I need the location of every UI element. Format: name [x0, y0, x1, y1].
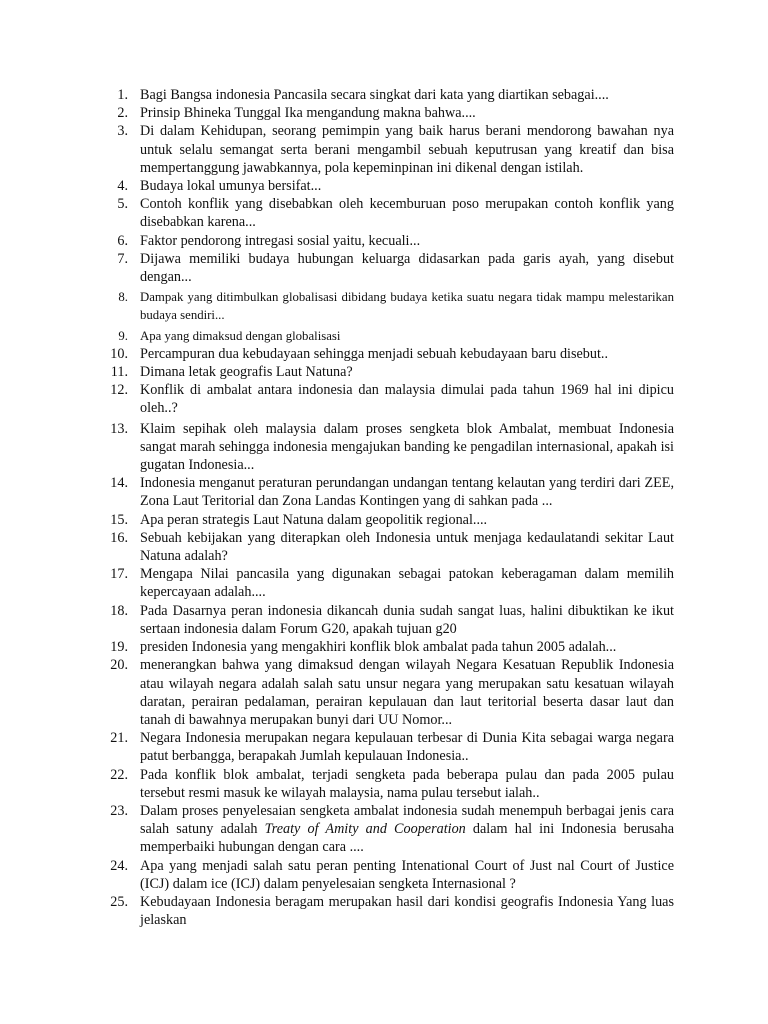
- question-item: [104, 288, 674, 324]
- question-item: [104, 420, 674, 475]
- question-number: 22.: [110, 766, 128, 783]
- question-text: Dimana letak geografis Laut Natuna?: [140, 364, 353, 381]
- question-list: [104, 86, 674, 929]
- question-text: Faktor pendorong intregasi sosial yaitu, kecuali...: [140, 232, 421, 249]
- question-item: [104, 474, 674, 510]
- question-number: 5.: [117, 196, 128, 213]
- question-number: 19.: [110, 639, 128, 656]
- question-number: 23.: [110, 802, 128, 819]
- question-number: 6.: [117, 232, 128, 249]
- question-number: 25.: [110, 893, 128, 910]
- question-text: Mengapa Nilai pancasila yang digunakan sebagai patokan keberagaman dalam memilih kepercayaan adalah....: [140, 566, 674, 601]
- question-number: 2.: [117, 105, 128, 122]
- question-item: [104, 327, 674, 345]
- question-item: [104, 511, 674, 529]
- question-text: Contoh konflik yang disebabkan oleh kecemburuan poso merupakan contoh konflik yang disebabkan karena...: [140, 196, 674, 231]
- question-item: [104, 602, 674, 638]
- question-item: [104, 363, 674, 381]
- question-number: 1.: [117, 87, 128, 103]
- treaty-name: Treaty of Amity and Cooperation: [264, 821, 466, 838]
- question-text-part: dalam hal ini Indonesia berusaha memperbaiki hubungan dengan cara ....: [140, 821, 674, 856]
- question-text: Dampak yang ditimbulkan globalisasi dibidang budaya ketika suatu negara tidak mampu melestarikan budaya sendiri...: [140, 290, 674, 323]
- question-number: 15.: [110, 511, 128, 528]
- question-text: Kebudayaan Indonesia beragam merupakan hasil dari kondisi geografis Indonesia Yang luas jelaskan: [140, 893, 674, 929]
- question-text: Apa yang menjadi salah satu peran penting Intenational Court of Just nal Court of Justice (ICJ) dalam ice (ICJ) dalam penyelesaian sengketa Internasional ?: [140, 857, 674, 892]
- question-number: 17.: [110, 566, 128, 583]
- question-item: [104, 381, 674, 417]
- question-item: [104, 86, 674, 104]
- question-item: [104, 638, 674, 656]
- question-text: Budaya lokal umunya bersifat...: [140, 178, 322, 195]
- question-item: [104, 893, 674, 929]
- question-item: [104, 857, 674, 893]
- question-text: Dijawa memiliki budaya hubungan keluarga didasarkan pada garis ayah, yang disebut dengan...: [140, 250, 674, 286]
- question-text: Indonesia menganut peraturan perundangan undangan tentang kelautan yang terdiri dari ZEE, Zona Laut Teritorial dan Zona Landas Kontingen yang di sahkan pada ...: [140, 475, 674, 510]
- question-text: Negara Indonesia merupakan negara kepulauan terbesar di Dunia Kita sebagai warga negara patut berbangga, berapakah Jumlah kepulauan Indonesia..: [140, 730, 674, 765]
- question-item: [104, 345, 674, 363]
- question-text: menerangkan bahwa yang dimaksud dengan wilayah Negara Kesatuan Republik Indonesia atau wilayah negara adalah salah satu unsur negara yang merupakan satu kesatuan wilayah daratan, perairan pedalaman, perairan kepulauan dan laut teritorial beserta dasar laut dan tanah di bawahnya merupakan bunyi dari UU Nomor...: [140, 657, 674, 728]
- question-text: Apa yang dimaksud dengan globalisasi: [140, 328, 341, 343]
- question-number: 24.: [110, 857, 128, 874]
- question-text: Klaim sepihak oleh malaysia dalam proses sengketa blok Ambalat, membuat Indonesia sangat marah sehingga indonesia mengajukan banding ke pengadilan internasional, apakah isi gugatan Indonesia...: [140, 420, 674, 474]
- question-number: 16.: [110, 529, 128, 546]
- question-item: [104, 250, 674, 286]
- question-text: Konflik di ambalat antara indonesia dan malaysia dimulai pada tahun 1969 hal ini dipicu oleh..?: [140, 382, 674, 417]
- question-text: Prinsip Bhineka Tunggal Ika mengandung makna bahwa....: [140, 105, 476, 122]
- question-item: [104, 656, 674, 729]
- question-text: presiden Indonesia yang mengakhiri konflik blok ambalat pada tahun 2005 adalah...: [140, 639, 617, 656]
- question-text: Bagi Bangsa indonesia Pancasila secara singkat dari kata yang diartikan sebagai....: [140, 87, 609, 103]
- question-number: 18.: [110, 602, 128, 619]
- question-item: [104, 104, 674, 122]
- question-text: Apa peran strategis Laut Natuna dalam geopolitik regional....: [140, 511, 488, 528]
- question-number: 4.: [117, 178, 128, 195]
- question-number: 13.: [110, 420, 128, 437]
- question-number: 20.: [110, 657, 128, 674]
- question-item: [104, 802, 674, 857]
- question-number: 21.: [110, 730, 128, 747]
- question-number: 14.: [110, 475, 128, 492]
- question-number: 7.: [117, 250, 128, 267]
- question-text: Di dalam Kehidupan, seorang pemimpin yang baik harus berani mendorong bawahan nya untuk selalu semangat serta berani mengambil sebuah keputrusan yang kreatif dan bisa mempertanggung jawabkannya, pola kepeminpinan ini dikenal dengan istilah.: [140, 123, 674, 176]
- question-number: 11.: [110, 364, 128, 381]
- question-text: Pada Dasarnya peran indonesia dikancah dunia sudah sangat luas, halini dibuktikan ke ikut sertaan indonesia dalam Forum G20, apakah tujuan g20: [140, 602, 674, 637]
- question-number: 12.: [110, 382, 128, 399]
- question-number: 3.: [117, 123, 128, 140]
- question-number: 10.: [110, 345, 128, 362]
- question-item: [104, 232, 674, 250]
- question-text: Percampuran dua kebudayaan sehingga menjadi sebuah kebudayaan baru disebut..: [140, 345, 609, 362]
- question-item: [104, 565, 674, 601]
- question-item: [104, 195, 674, 231]
- question-text: Sebuah kebijakan yang diterapkan oleh Indonesia untuk menjaga kedaulatandi sekitar Laut Natuna adalah?: [140, 529, 674, 565]
- question-item: [104, 766, 674, 802]
- question-item: [104, 122, 674, 177]
- question-item: [104, 529, 674, 565]
- question-item: [104, 177, 674, 195]
- question-item: [104, 729, 674, 765]
- question-text-part: Dalam proses penyelesaian sengketa ambalat indonesia sudah menempuh berbagai jenis cara salah satuny adalah: [140, 802, 674, 838]
- question-text: Pada konflik blok ambalat, terjadi sengketa pada beberapa pulau dan pada 2005 pulau tersebut resmi masuk ke wilayah malaysia, nama pulau tersebut ialah..: [140, 766, 674, 801]
- question-number: 8.: [118, 290, 128, 305]
- question-number: 9.: [118, 328, 128, 343]
